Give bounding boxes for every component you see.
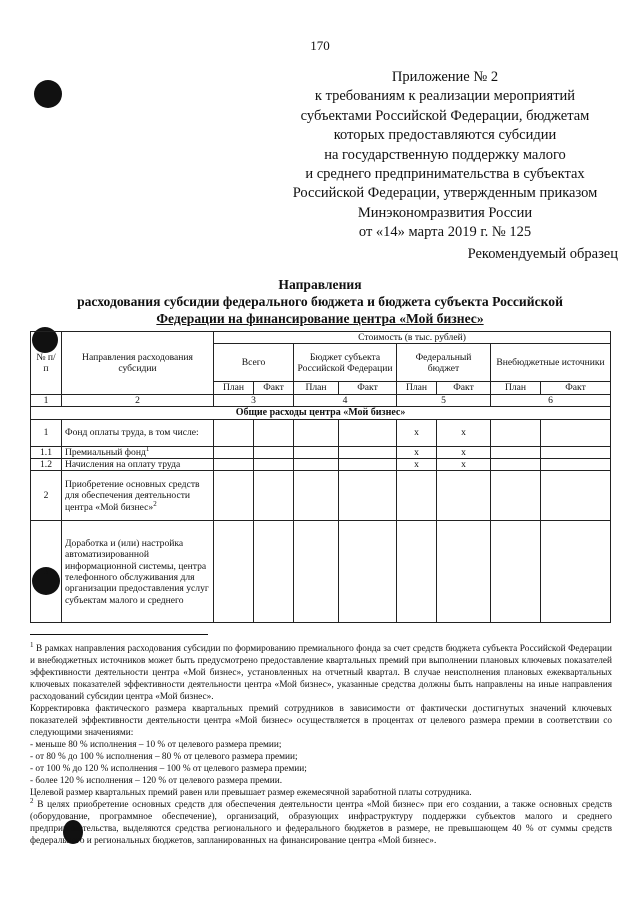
sample-label: Рекомендуемый образец bbox=[467, 246, 618, 262]
footnote-mark: 1 bbox=[30, 640, 34, 649]
expenses-table bbox=[30, 331, 611, 623]
federal-plan-cell bbox=[397, 471, 437, 521]
table-row bbox=[31, 471, 611, 521]
row-name: Премиальный фонд bbox=[65, 446, 146, 458]
row-num: 2 bbox=[31, 471, 62, 521]
row-num: 1 bbox=[31, 419, 62, 446]
header-plan: План bbox=[491, 382, 541, 394]
footnote-target: Целевой размер квартальных премий равен или превышает размер ежемесячной заработной платы сотрудника. bbox=[30, 788, 472, 798]
footnote-separator bbox=[30, 634, 208, 635]
header-plan: План bbox=[294, 382, 339, 394]
appendix-line: Минэкономразвития России bbox=[357, 204, 533, 221]
footnote-ref: 1 bbox=[145, 444, 150, 453]
footnote-item: - меньше 80 % исполнения – 10 % от целевого размера премии; bbox=[30, 740, 282, 750]
footnote-2-text: В целях приобретение основных средств для обеспечения деятельности центра «Мой бизнес» при его создании, а также основных средств (оборудование, программное обеспечение), организаций, образующих инфраструктуру поддержки субъектов малого и среднего предпринимательства, выделяются средства регионального и федерального бюджетов в размере, не превышающем 40 % от суммы средств федерального и региональных бюджетов, запланированных на финансирование центра «Мой бизнес». bbox=[30, 800, 612, 846]
header-cost: Стоимость (в тыс. рублей) bbox=[214, 332, 611, 344]
row-name: Фонд оплаты труда, в том числе: bbox=[62, 419, 214, 446]
header-plan: План bbox=[397, 382, 437, 394]
header-fact: Факт bbox=[254, 382, 294, 394]
header-num: № п/п bbox=[31, 332, 62, 395]
footnote-1 bbox=[30, 640, 612, 703]
footnote-2 bbox=[30, 796, 612, 847]
document-title bbox=[20, 276, 620, 327]
row-name-cell bbox=[62, 471, 214, 521]
table-row bbox=[31, 459, 611, 471]
appendix-line: на государственную поддержку малого bbox=[324, 146, 566, 163]
appendix-line: и среднего предпринимательства в субъектах bbox=[305, 166, 585, 183]
row-name-cell bbox=[62, 446, 214, 458]
header-fact: Факт bbox=[541, 382, 611, 394]
table-row bbox=[31, 446, 611, 458]
hole-punch-mark bbox=[34, 80, 62, 108]
column-number: 4 bbox=[294, 394, 397, 406]
footnote-item: - более 120 % исполнения – 120 % от целевого размера премии. bbox=[30, 776, 283, 786]
header-extra: Внебюджетные источники bbox=[491, 344, 611, 382]
federal-fact-cell: x bbox=[437, 419, 491, 446]
header-direction: Направления расходования субсидии bbox=[62, 332, 214, 395]
federal-fact-cell: x bbox=[437, 459, 491, 471]
header-total: Всего bbox=[214, 344, 294, 382]
row-num: 1.2 bbox=[31, 459, 62, 471]
header-plan: План bbox=[214, 382, 254, 394]
footnote-item: - от 80 % до 100 % исполнения – 80 % от целевого размера премии; bbox=[30, 752, 298, 762]
appendix-line: Российской Федерации, утвержденным приказом bbox=[292, 185, 598, 202]
federal-plan-cell: x bbox=[397, 446, 437, 458]
appendix-line: которых предоставляются субсидии bbox=[333, 127, 557, 144]
column-number: 2 bbox=[62, 394, 214, 406]
footnote-mark: 2 bbox=[30, 796, 34, 805]
appendix-header bbox=[280, 68, 610, 243]
title-line: Федерации на финансирование центра «Мой бизнес» bbox=[156, 311, 484, 326]
federal-fact-cell: x bbox=[437, 446, 491, 458]
footnote-ref: 2 bbox=[153, 499, 157, 508]
header-regional: Бюджет субъекта Российской Федерации bbox=[294, 344, 397, 382]
column-number: 3 bbox=[214, 394, 294, 406]
table-row bbox=[31, 521, 611, 623]
federal-plan-cell bbox=[397, 521, 437, 623]
federal-fact-cell bbox=[437, 471, 491, 521]
column-number: 6 bbox=[491, 394, 611, 406]
column-number: 1 bbox=[31, 394, 62, 406]
row-num: 1.1 bbox=[31, 446, 62, 458]
section-title: Общие расходы центра «Мой бизнес» bbox=[31, 407, 611, 419]
title-line: Направления bbox=[278, 277, 362, 292]
appendix-line: от «14» марта 2019 г. № 125 bbox=[358, 224, 532, 241]
footnote-1-text: В рамках направления расходования субсидии по формированию премиального фонда за счет средств бюджета субъекта Российской Федерации и внебюджетных источников может быть предусмотрено предоставление квартальных премий при выполнении плановых ключевых показателей эффективности деятельности центра «Мой бизнес», установленных на отчетный квартал. В случае неисполнения плановых ежеквартальных ключевых показателей эффективности деятельности центра «Мой бизнес», указанные средства должны быть направлены на иные направления расходований субсидии центра «Мой бизнес». bbox=[30, 644, 612, 702]
federal-plan-cell: x bbox=[397, 419, 437, 446]
appendix-line: субъектами Российской Федерации, бюджетам bbox=[300, 107, 590, 124]
footnotes bbox=[30, 640, 612, 847]
footnote-correction: Корректировка фактического размера квартальных премий сотрудников в зависимости от фактически достигнутых значений ключевых показателей эффективности деятельности центра «Мой бизнес» осуществляется в процентах от целевого размера премии в соответствии со следующими значениями: bbox=[30, 704, 612, 738]
footnote-item: - от 100 % до 120 % исполнения – 100 % от целевого размера премии; bbox=[30, 764, 307, 774]
table-row bbox=[31, 419, 611, 446]
title-line: расходования субсидии федерального бюджета и бюджета субъекта Российской bbox=[77, 294, 563, 309]
header-federal: Федеральный бюджет bbox=[397, 344, 491, 382]
row-name: Доработка и (или) настройка автоматизированной информационной системы, центра телефонного обслуживания для организации предоставления услуг субъектам малого и среднего bbox=[62, 521, 214, 623]
appendix-line: к требованиям к реализации мероприятий bbox=[314, 88, 576, 105]
federal-fact-cell bbox=[437, 521, 491, 623]
row-name: Начисления на оплату труда bbox=[62, 459, 214, 471]
appendix-line: Приложение № 2 bbox=[391, 69, 499, 85]
header-fact: Факт bbox=[437, 382, 491, 394]
federal-plan-cell: x bbox=[397, 459, 437, 471]
row-num: 3 bbox=[31, 521, 62, 623]
header-fact: Факт bbox=[339, 382, 397, 394]
page-number: 170 bbox=[310, 38, 330, 53]
column-number: 5 bbox=[397, 394, 491, 406]
row-name: Приобретение основных средств для обеспечения деятельности центра «Мой бизнес» bbox=[65, 478, 200, 513]
